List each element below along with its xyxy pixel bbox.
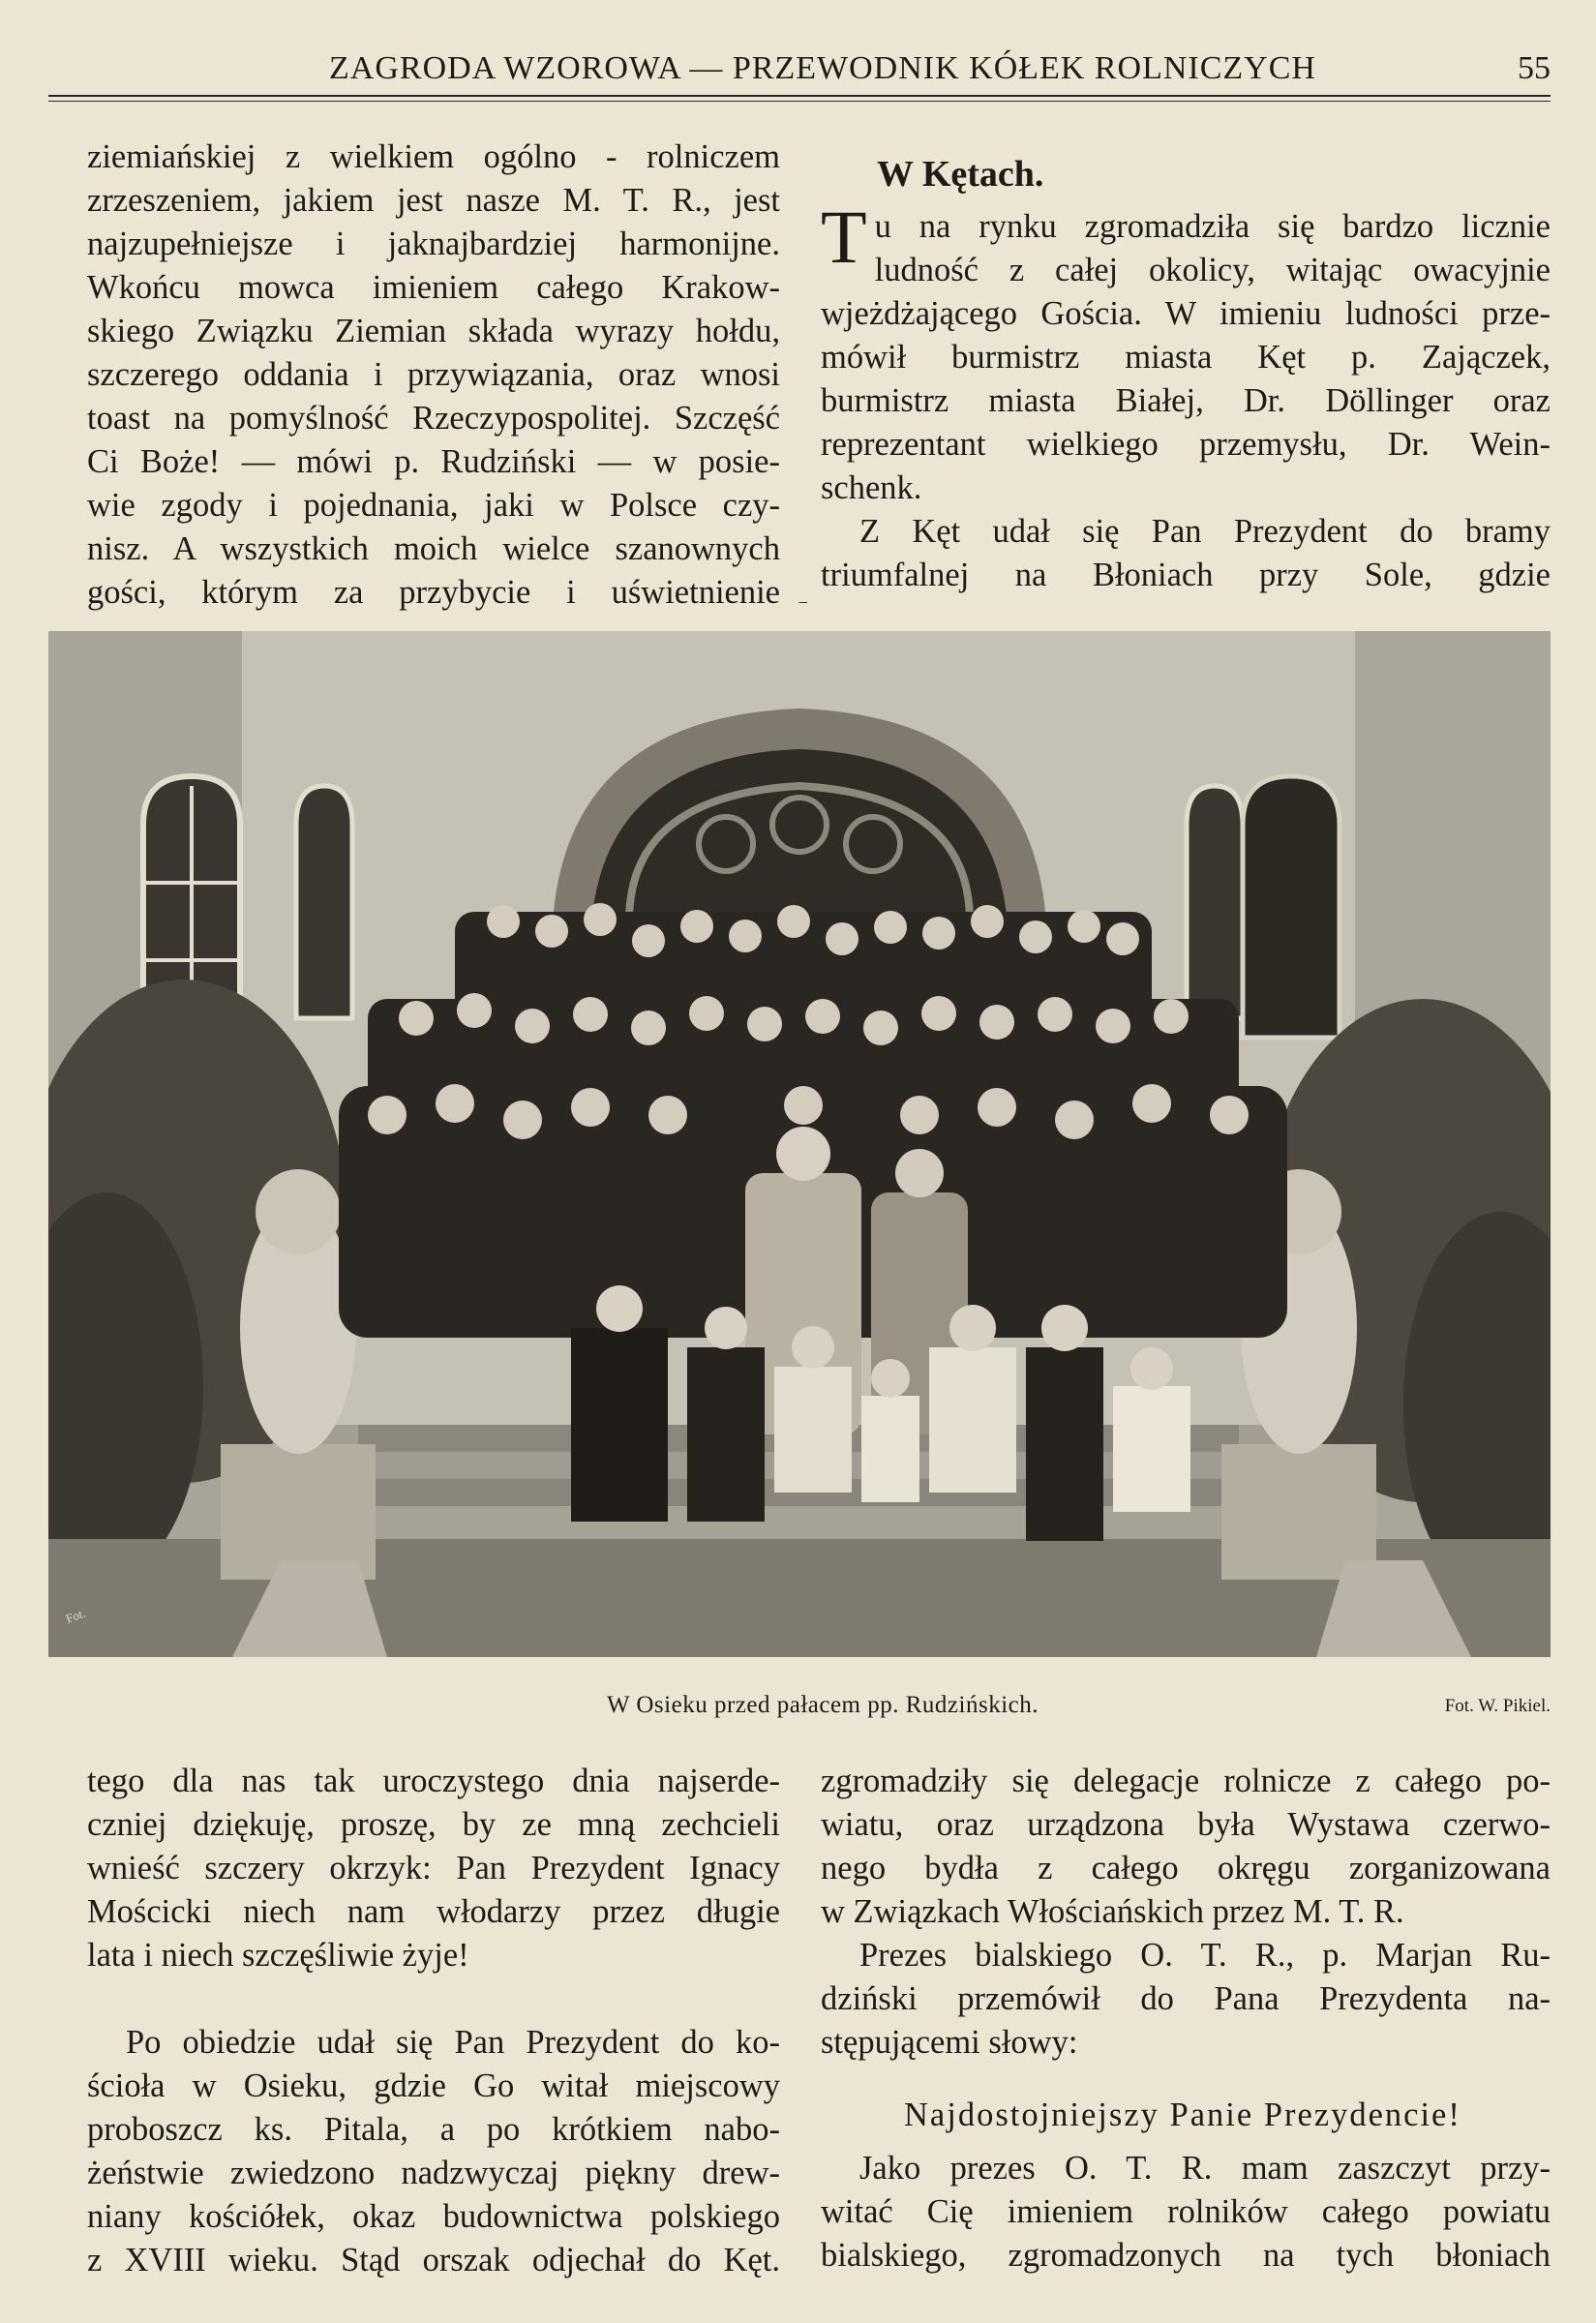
text-line: witać Cię imieniem rolników całego powiatu — [821, 2193, 1551, 2230]
text-line: niany kościółek, okaz budownictwa polskiego — [87, 2198, 780, 2235]
text-line: ścioła w Osieku, gdzie Go witał miejscowy — [87, 2067, 780, 2104]
text-line: skiego Związku Ziemian składa wyrazy hołdu, — [87, 313, 780, 349]
photo-caption — [48, 1692, 1551, 1727]
text-line: Po obiedzie udał się Pan Prezydent do ko- — [126, 2024, 780, 2061]
text-line: gości, którym za przybycie i uświetnienie — [87, 574, 780, 611]
photograph-illustration — [48, 631, 1551, 1657]
bottom-left-column — [87, 1760, 780, 2282]
text-line: czniej dziękuję, proszę, by ze mną zechcieli — [87, 1806, 780, 1843]
gutter-mark: ‾ — [799, 600, 807, 624]
text-line: szczerego oddania i przywiązania, oraz wnosi — [87, 356, 780, 393]
text-line: tego dla nas tak uroczystego dnia najserde- — [87, 1763, 780, 1799]
text-line: proboszcz ks. Pitala, a po krótkiem nabo- — [87, 2111, 780, 2148]
text-line: burmistrz miasta Białej, Dr. Döllinger oraz — [821, 382, 1551, 419]
address-line: Najdostojniejszy Panie Prezydencie! — [904, 2097, 1461, 2133]
text-line: bialskiego, zgromadzonych na tych błoniach — [821, 2237, 1551, 2274]
text-line: Z Kęt udał się Pan Prezydent do bramy — [859, 513, 1551, 550]
text-line: Jako prezes O. T. R. mam zaszczyt przy- — [859, 2150, 1551, 2187]
drop-cap: T — [821, 195, 867, 279]
group-photograph — [48, 631, 1551, 1657]
text-line: ludność z całej okolicy, witając owacyjnie — [874, 252, 1551, 288]
text-line: Wkońcu mowca imieniem całego Krakow- — [87, 269, 780, 306]
text-line: zrzeszeniem, jakiem jest nasze M. T. R., jest — [87, 182, 780, 219]
top-left-column — [87, 136, 780, 615]
text-line: zgromadziły się delegacje rolnicze z całego po- — [821, 1763, 1551, 1799]
top-right-column — [821, 153, 1551, 597]
text-line: lata i niech szczęśliwie żyje! — [87, 1937, 469, 1974]
text-line: nego bydła z całego okręgu zorganizowana — [821, 1850, 1551, 1886]
text-line: reprezentant wielkiego przemysłu, Dr. Wein- — [821, 426, 1551, 463]
paragraph-gap — [821, 2065, 1551, 2094]
text-line: wiatu, oraz urządzona była Wystawa czerwo- — [821, 1806, 1551, 1843]
text-line: toast na pomyślność Rzeczypospolitej. Szczęść — [87, 400, 780, 437]
text-line: wie zgody i pojednania, jaki w Polsce czy- — [87, 487, 780, 524]
text-line: Mościcki niech nam włodarzy przez długie — [87, 1893, 780, 1930]
text-line: triumfalnej na Błoniach przy Sole, gdzie — [821, 557, 1551, 593]
header-rule — [48, 95, 1551, 97]
photographer-signature: Fot. — [63, 1605, 88, 1626]
section-heading: W Kętach. — [877, 154, 1044, 195]
bottom-right-column — [821, 1760, 1551, 2278]
text-line: żeństwie zwiedzono nadzwyczaj piękny drew- — [87, 2155, 780, 2191]
header-rule-thin — [48, 101, 1551, 102]
page-number: 55 — [1518, 50, 1551, 86]
text-line: najzupełniejsze i jaknajbardziej harmonijne. — [87, 226, 780, 262]
text-line: Prezes bialskiego O. T. R., p. Marjan Ru- — [859, 1937, 1551, 1974]
text-line: w Związkach Włościańskich przez M. T. R. — [821, 1893, 1404, 1930]
text-line: ziemiańskiej z wielkiem ogólno - rolniczem — [87, 138, 780, 175]
page-header — [48, 50, 1551, 97]
photo-credit: Fot. W. Pikiel. — [1444, 1696, 1551, 1716]
running-title: ZAGRODA WZOROWA — PRZEWODNIK KÓŁEK ROLNICZYCH — [329, 50, 1316, 86]
text-line: stępującemi słowy: — [821, 2024, 1078, 2061]
text-line: wjeżdżającego Gościa. W imieniu ludności prze- — [821, 295, 1551, 332]
text-line: u na rynku zgromadziła się bardzo licznie — [874, 208, 1551, 245]
text-line: schenk. — [821, 469, 922, 506]
text-line: z XVIII wieku. Stąd orszak odjechał do Kęt. — [87, 2242, 780, 2278]
text-line: mówił burmistrz miasta Kęt p. Zajączek, — [821, 339, 1551, 376]
caption-text: W Osieku przed pałacem pp. Rudzińskich. — [606, 1692, 1039, 1718]
paragraph-gap — [87, 1977, 780, 2021]
text-line: dziński przemówił do Pana Prezydenta na- — [821, 1980, 1551, 2017]
text-line: Ci Boże! — mówi p. Rudziński — w posie- — [87, 443, 780, 480]
text-line: nisz. A wszystkich moich wielce szanownych — [87, 530, 780, 567]
text-line: wnieść szczery okrzyk: Pan Prezydent Ignacy — [87, 1850, 780, 1886]
